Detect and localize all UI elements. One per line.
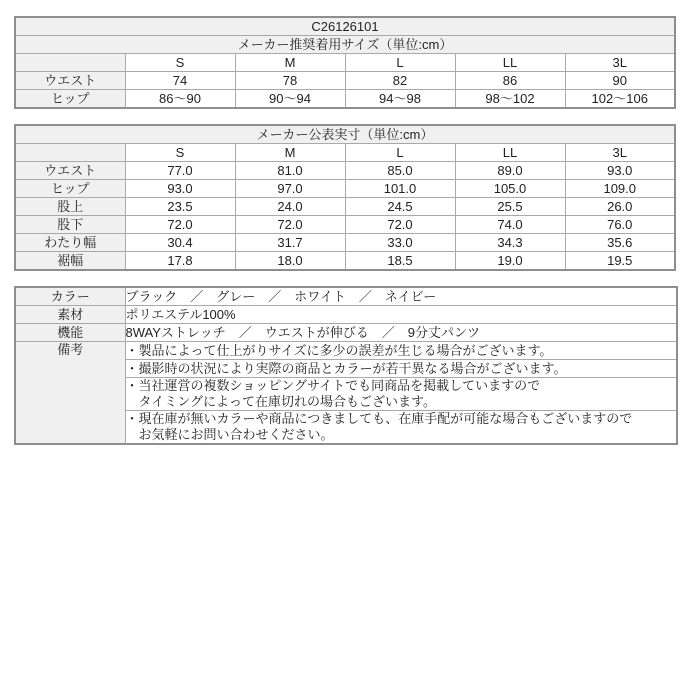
size-column-s: S: [125, 144, 235, 162]
note-item: [125, 411, 677, 445]
size-column-ll: LL: [455, 54, 565, 72]
notes-row: [15, 342, 677, 360]
details-table: [14, 286, 678, 445]
size-cell: 98〜102: [455, 90, 565, 109]
row-label-hip: ヒップ: [15, 180, 125, 198]
size-cell: 19.5: [565, 252, 675, 271]
note-text: ・撮影時の状況により実際の商品とカラーが若干異なる場合がございます。: [125, 360, 567, 376]
size-header-row: [15, 144, 675, 162]
material-value: ポリエステル100%: [125, 306, 677, 324]
size-column-l: L: [345, 54, 455, 72]
size-cell: 74: [125, 72, 235, 90]
note-item: [125, 342, 677, 360]
size-cell: 93.0: [565, 162, 675, 180]
table-row: [15, 162, 675, 180]
size-cell: 24.5: [345, 198, 455, 216]
table-row: [15, 72, 675, 90]
size-cell: 89.0: [455, 162, 565, 180]
size-cell: 33.0: [345, 234, 455, 252]
note-item: [125, 378, 677, 411]
size-cell: 72.0: [235, 216, 345, 234]
size-cell: 105.0: [455, 180, 565, 198]
size-column-ll: LL: [455, 144, 565, 162]
size-cell: 18.0: [235, 252, 345, 271]
note-text-continuation: お気軽にお問い合わせください。: [138, 427, 334, 442]
size-cell: 90: [565, 72, 675, 90]
size-cell: 26.0: [565, 198, 675, 216]
row-label-rise: 股上: [15, 198, 125, 216]
corner-cell: [15, 54, 125, 72]
row-label-color: カラー: [15, 287, 125, 306]
size-column-m: M: [235, 144, 345, 162]
size-cell: 35.6: [565, 234, 675, 252]
size-cell: 86: [455, 72, 565, 90]
note-text: ・当社運営の複数ショッピングサイトでも同商品を掲載していますので: [125, 378, 541, 393]
size-cell: 19.0: [455, 252, 565, 271]
size-cell: 97.0: [235, 180, 345, 198]
product-code: C26126101: [15, 17, 675, 36]
table-row: [15, 306, 677, 324]
table-row: [15, 180, 675, 198]
row-label-waist: ウエスト: [15, 72, 125, 90]
size-cell: 72.0: [345, 216, 455, 234]
size-cell: 81.0: [235, 162, 345, 180]
size-cell: 76.0: [565, 216, 675, 234]
size-column-3l: 3L: [565, 144, 675, 162]
size-column-m: M: [235, 54, 345, 72]
actual-size-title: メーカー公表実寸（単位:cm）: [15, 125, 675, 144]
row-label-waist: ウエスト: [15, 162, 125, 180]
function-value: 8WAYストレッチ ／ ウエストが伸びる ／ 9分丈パンツ: [125, 324, 677, 342]
row-label-inseam: 股下: [15, 216, 125, 234]
corner-cell: [15, 144, 125, 162]
size-cell: 25.5: [455, 198, 565, 216]
note-item: [125, 360, 677, 378]
table-row: [15, 324, 677, 342]
actual-size-table: [14, 124, 676, 271]
size-cell: 23.5: [125, 198, 235, 216]
size-cell: 82: [345, 72, 455, 90]
size-column-3l: 3L: [565, 54, 675, 72]
note-text: ・現在庫が無いカラーや商品につきましても、在庫手配が可能な場合もございますので: [125, 411, 633, 426]
size-cell: 31.7: [235, 234, 345, 252]
size-cell: 102〜106: [565, 90, 675, 109]
size-cell: 94〜98: [345, 90, 455, 109]
size-cell: 30.4: [125, 234, 235, 252]
size-column-l: L: [345, 144, 455, 162]
table-row: [15, 90, 675, 109]
row-label-material: 素材: [15, 306, 125, 324]
table-row: [15, 198, 675, 216]
recommended-size-table: [14, 16, 676, 109]
size-column-s: S: [125, 54, 235, 72]
row-label-function: 機能: [15, 324, 125, 342]
size-cell: 72.0: [125, 216, 235, 234]
size-cell: 34.3: [455, 234, 565, 252]
note-text: ・製品によって仕上がりサイズに多少の誤差が生じる場合がございます。: [125, 342, 553, 358]
size-cell: 77.0: [125, 162, 235, 180]
size-cell: 109.0: [565, 180, 675, 198]
size-cell: 101.0: [345, 180, 455, 198]
table-row: [15, 216, 675, 234]
row-label-thigh-width: わたり幅: [15, 234, 125, 252]
note-text-continuation: タイミングによって在庫切れの場合もございます。: [138, 394, 436, 409]
size-cell: 18.5: [345, 252, 455, 271]
size-cell: 93.0: [125, 180, 235, 198]
size-cell: 78: [235, 72, 345, 90]
size-cell: 24.0: [235, 198, 345, 216]
size-cell: 17.8: [125, 252, 235, 271]
size-cell: 86〜90: [125, 90, 235, 109]
table-row: [15, 252, 675, 271]
size-cell: 90〜94: [235, 90, 345, 109]
table-row: [15, 287, 677, 306]
table-row: [15, 234, 675, 252]
size-cell: 85.0: [345, 162, 455, 180]
color-options: ブラック ／ グレー ／ ホワイト ／ ネイビー: [125, 287, 677, 306]
size-cell: 74.0: [455, 216, 565, 234]
recommended-size-title: メーカー推奨着用サイズ（単位:cm）: [15, 36, 675, 54]
size-header-row: [15, 54, 675, 72]
row-label-notes: 備考: [15, 342, 125, 445]
row-label-hip: ヒップ: [15, 90, 125, 109]
row-label-hem-width: 裾幅: [15, 252, 125, 271]
